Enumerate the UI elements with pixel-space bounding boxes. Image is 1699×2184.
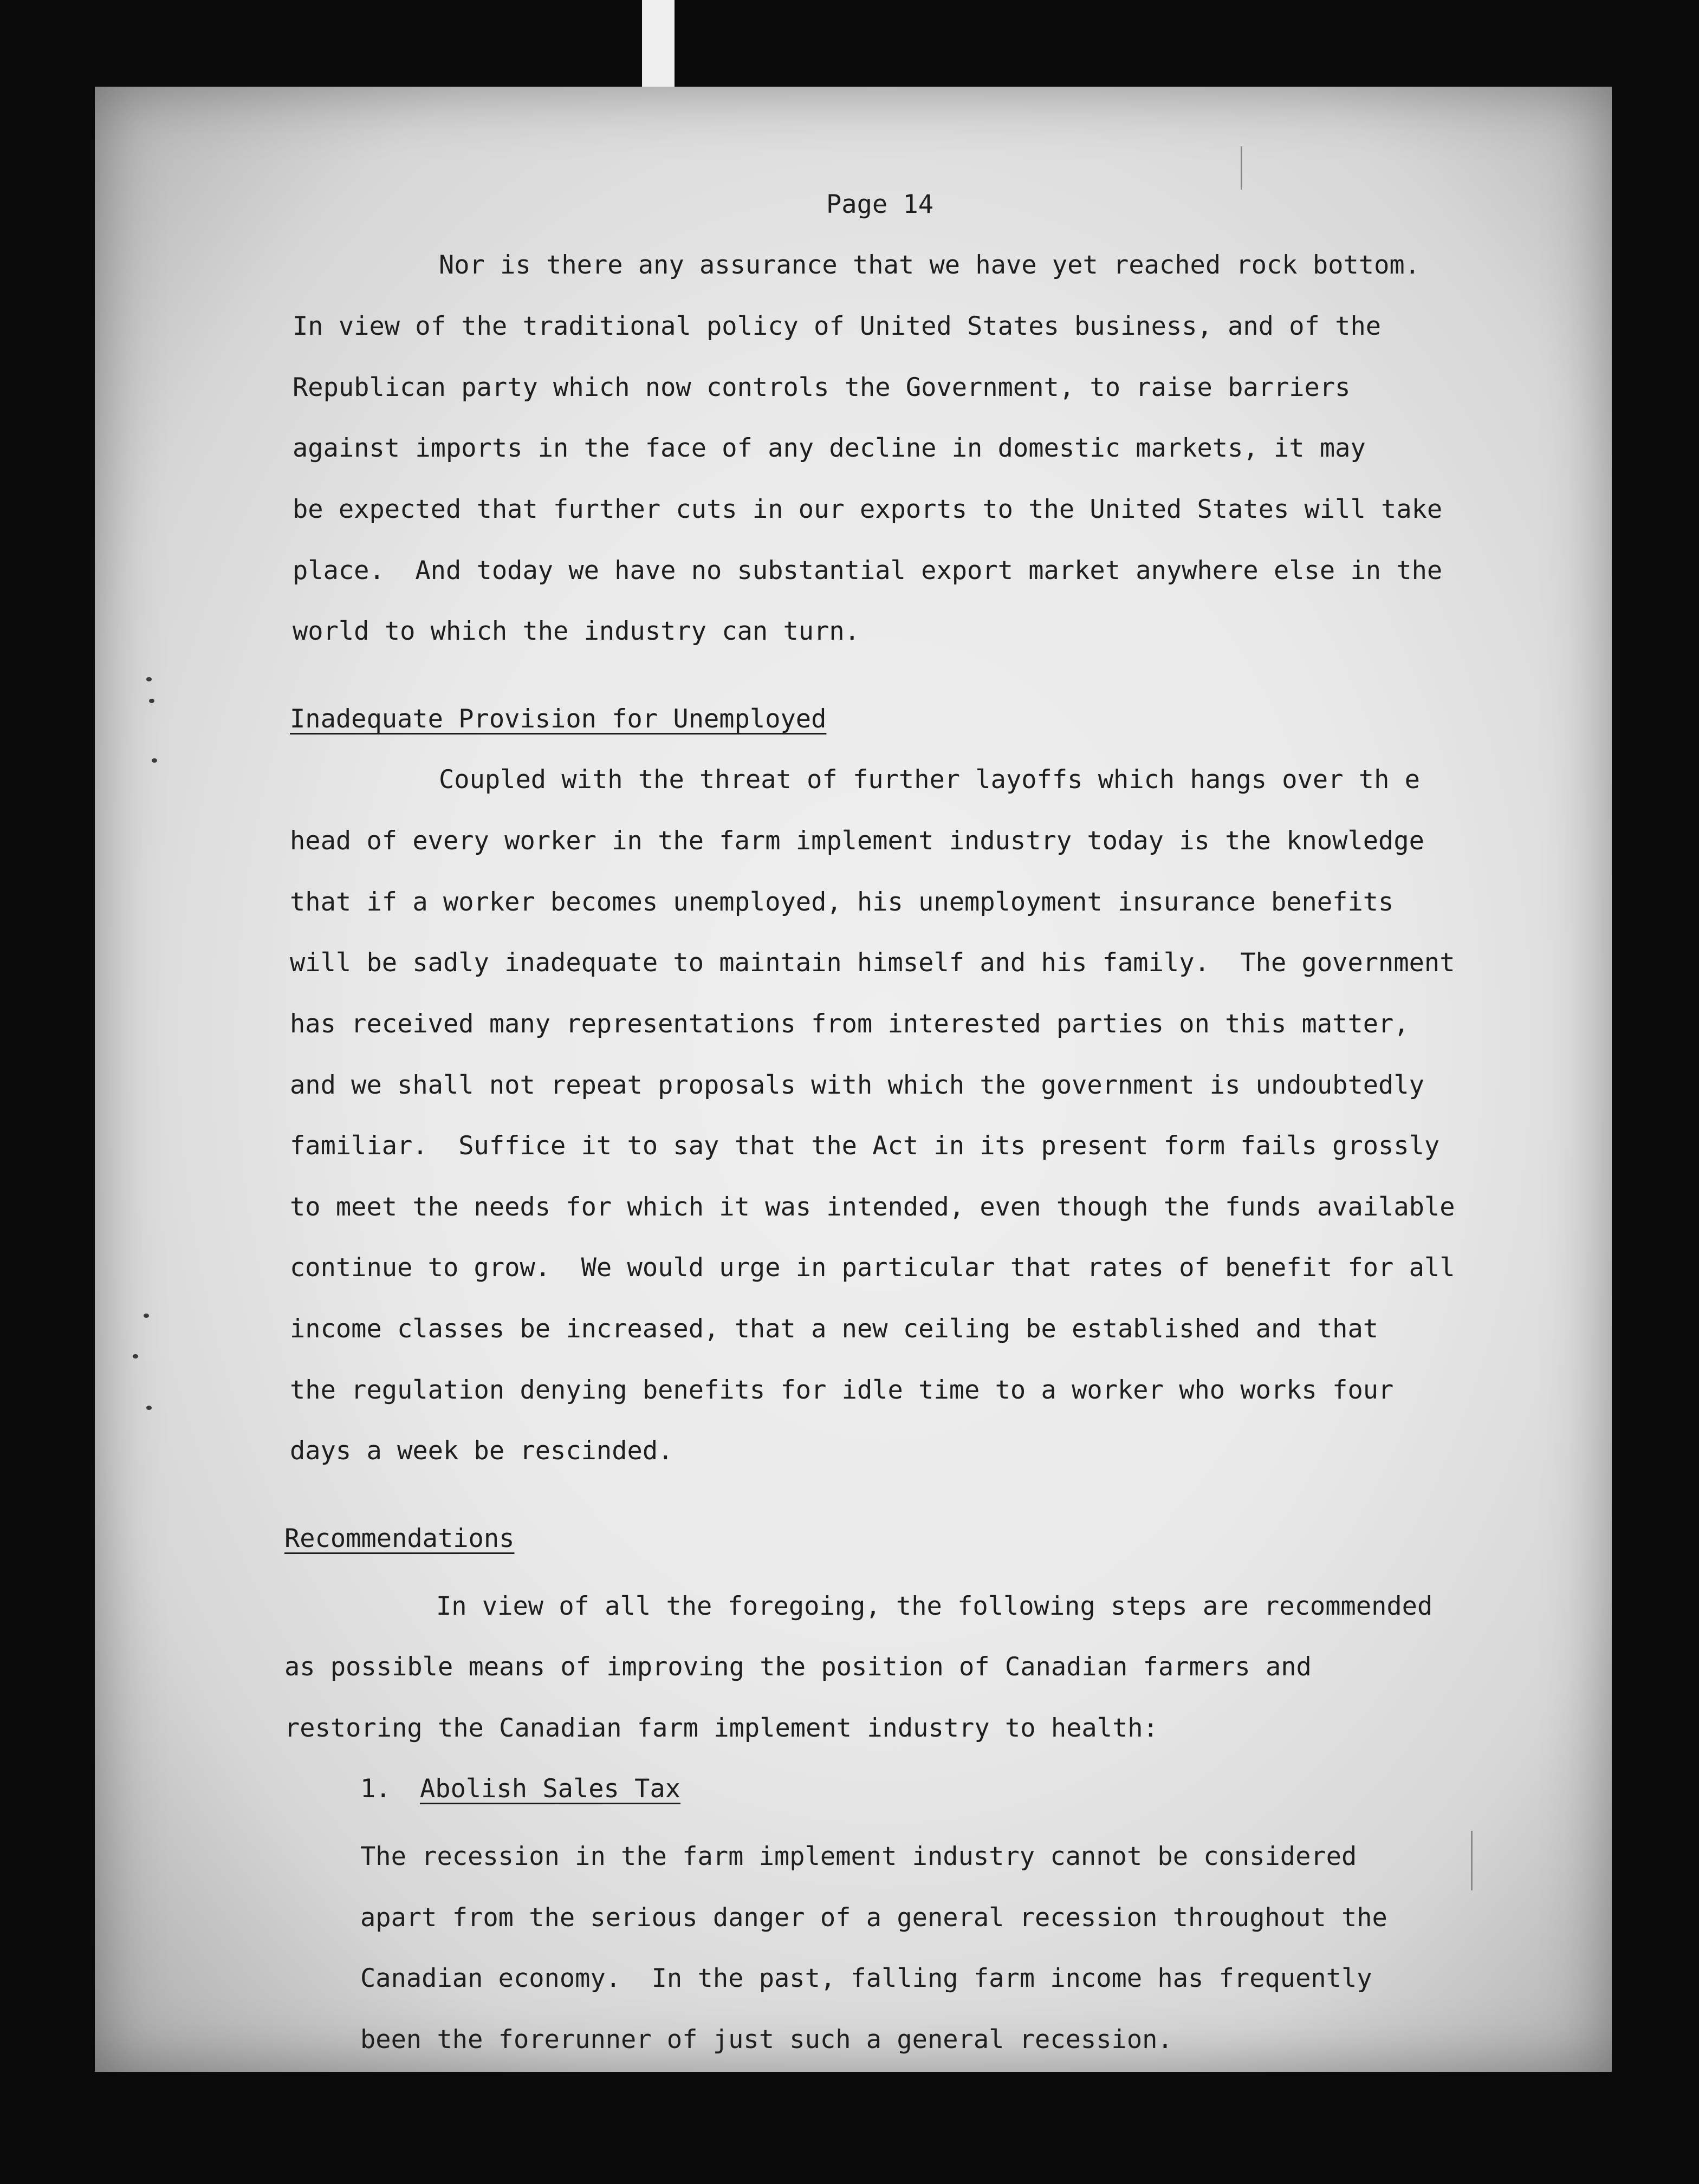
paragraph2-line-4: will be sadly inadequate to maintain himself and his family. The government xyxy=(290,948,1455,978)
paragraph4-line-3: Canadian economy. In the past, falling farm income has frequently xyxy=(360,1964,1372,1993)
paragraph2-line-10: income classes be increased, that a new ceiling be established and that xyxy=(290,1314,1379,1344)
film-band xyxy=(642,0,675,92)
binding-hole-mark xyxy=(144,1314,149,1318)
recommendation-title: Abolish Sales Tax xyxy=(420,1774,681,1804)
section-heading-recommendations: Recommendations xyxy=(284,1524,515,1554)
paragraph1-line-7: world to which the industry can turn. xyxy=(293,616,860,646)
binding-hole-mark xyxy=(133,1354,138,1358)
paragraph3-line-3: restoring the Canadian farm implement industry to health: xyxy=(284,1713,1158,1743)
scan-mark xyxy=(1241,146,1242,190)
paragraph2-line-5: has received many representations from interested parties on this matter, xyxy=(290,1009,1409,1039)
paragraph3-line-2: as possible means of improving the position of Canadian farmers and xyxy=(284,1652,1312,1682)
scan-mark xyxy=(1471,1831,1473,1890)
binding-hole-mark xyxy=(146,677,152,681)
binding-hole-mark xyxy=(152,758,157,763)
paragraph1-line-2: In view of the traditional policy of United States business, and of the xyxy=(293,311,1382,341)
paragraph1-line-3: Republican party which now controls the Government, to raise barriers xyxy=(293,373,1351,402)
paragraph2-line-7: familiar. Suffice it to say that the Act in its present form fails grossly xyxy=(290,1131,1440,1161)
paragraph1-line-4: against imports in the face of any decline in domestic markets, it may xyxy=(293,433,1366,463)
binding-hole-mark xyxy=(149,699,154,703)
paragraph4-line-2: apart from the serious danger of a general recession throughout the xyxy=(360,1903,1387,1933)
paragraph2-line-3: that if a worker becomes unemployed, his unemployment insurance benefits xyxy=(290,887,1394,917)
paragraph2-line-1: Coupled with the threat of further layoffs which hangs over th e xyxy=(439,765,1420,795)
paragraph3-line-1: In view of all the foregoing, the following steps are recommended xyxy=(436,1591,1433,1621)
paragraph2-line-11: the regulation denying benefits for idle time to a worker who works four xyxy=(290,1375,1394,1405)
paragraph1-line-5: be expected that further cuts in our exports to the United States will take xyxy=(293,495,1443,524)
paragraph2-line-8: to meet the needs for which it was intended, even though the funds available xyxy=(290,1192,1455,1222)
recommendation-number: 1. xyxy=(360,1774,391,1804)
paragraph2-line-9: continue to grow. We would urge in particular that rates of benefit for all xyxy=(290,1253,1455,1283)
paragraph1-line-1: Nor is there any assurance that we have yet reached rock bottom. xyxy=(439,250,1420,280)
binding-hole-mark xyxy=(146,1406,152,1410)
paragraph2-line-2: head of every worker in the farm implement industry today is the knowledge xyxy=(290,826,1424,856)
paragraph1-line-6: place. And today we have no substantial export market anywhere else in the xyxy=(293,556,1443,586)
section-heading-unemployed: Inadequate Provision for Unemployed xyxy=(290,704,827,734)
paragraph2-line-12: days a week be rescinded. xyxy=(290,1436,673,1466)
paragraph4-line-4: been the forerunner of just such a general recession. xyxy=(360,2025,1173,2055)
paragraph2-line-6: and we shall not repeat proposals with which the government is undoubtedly xyxy=(290,1070,1424,1100)
paragraph4-line-1: The recession in the farm implement industry cannot be considered xyxy=(360,1842,1357,1871)
page-number: Page 14 xyxy=(826,190,934,219)
